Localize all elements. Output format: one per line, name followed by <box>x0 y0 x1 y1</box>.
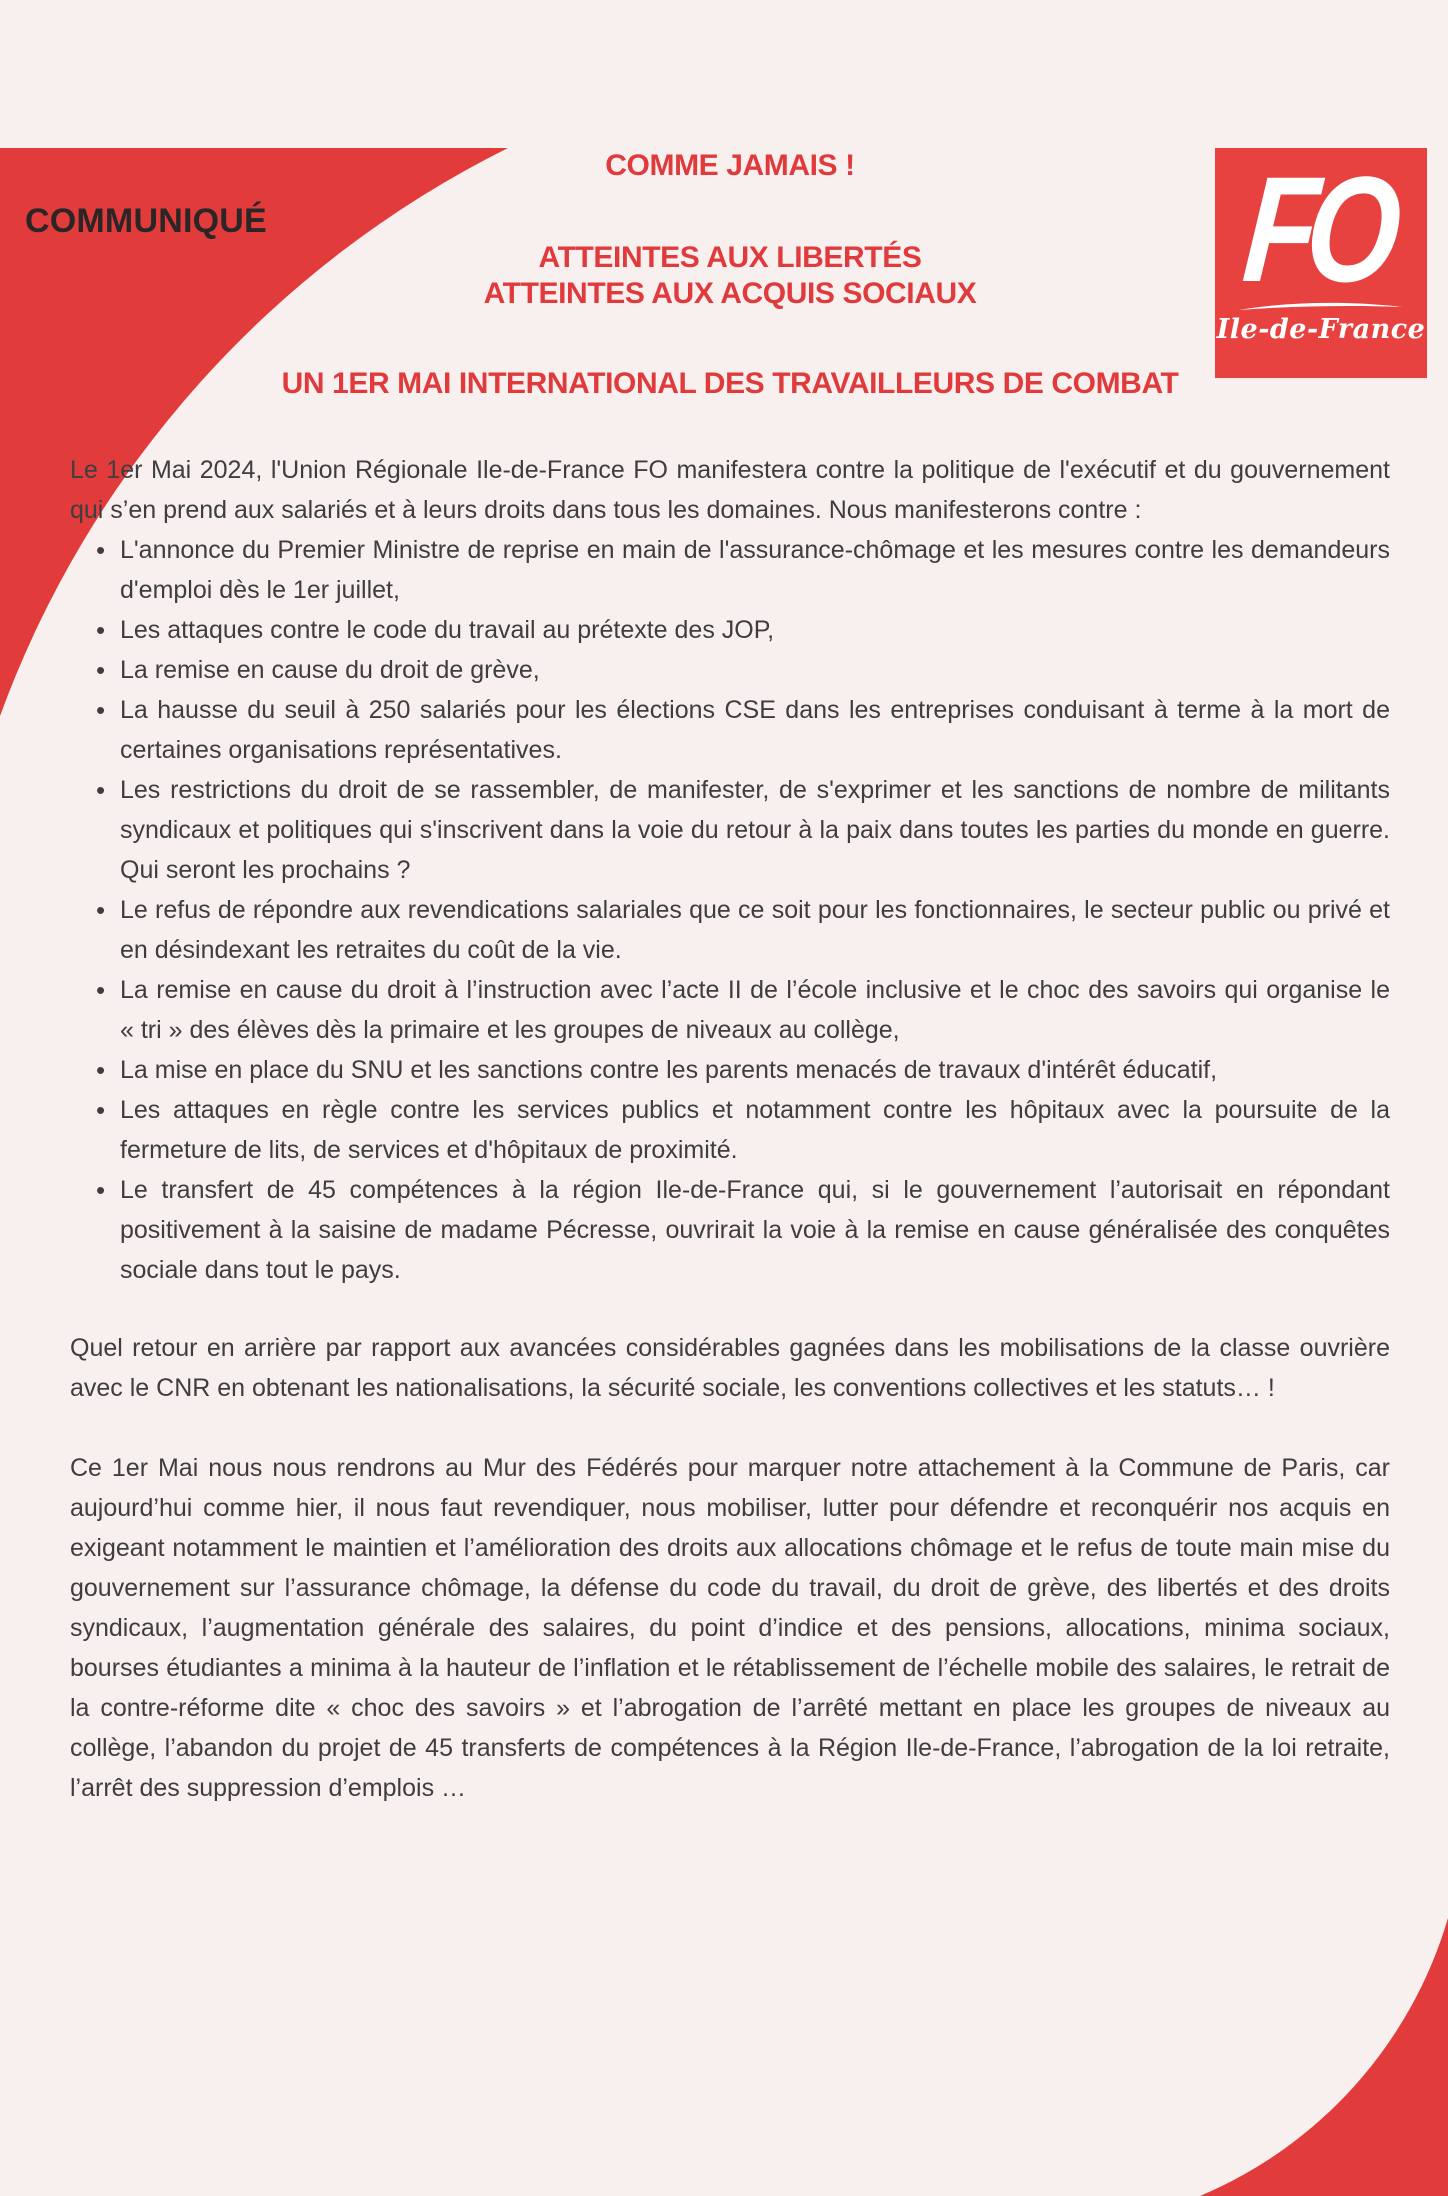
headline-atteintes-libertes: ATTEINTES AUX LIBERTÉS <box>538 241 922 274</box>
list-item: • Le transfert de 45 compétences à la région Ile-de-France qui, si le gouvernement l’autorisait en répondant positivement à la saisine de madame Pécresse, ouvrirait la voie à la remise en cause généralisée des conquêtes sociale dans tout le pays. <box>70 1170 1390 1290</box>
headline-atteintes-acquis: ATTEINTES AUX ACQUIS SOCIAUX <box>483 277 977 310</box>
list-item: • La mise en place du SNU et les sanctions contre les parents menacés de travaux d'intérêt éducatif, <box>70 1050 1390 1090</box>
communique-page <box>0 145 1448 2196</box>
list-item: • Le refus de répondre aux revendications salariales que ce soit pour les fonctionnaires, le secteur public ou privé et en désindexant les retraites du coût de la vie. <box>70 890 1390 970</box>
communique-label: COMMUNIQUÉ <box>25 202 267 240</box>
grievances-list <box>70 530 1390 1290</box>
paragraph-cnr: Quel retour en arrière par rapport aux avancées considérables gagnées dans les mobilisations de la classe ouvrière avec le CNR en obtenant les nationalisations, la sécurité sociale, les conventions collectives et les statuts… ! <box>70 1334 1390 1402</box>
communique-content <box>0 145 1448 1808</box>
intro-paragraph: Le 1er Mai 2024, l'Union Régionale Ile-de-France FO manifestera contre la politique de l'exécutif et du gouvernement qui s’en prend aux salariés et à leurs droits dans tous les domaines. Nous manifesterons contre : <box>70 456 1390 524</box>
list-item: • Les attaques en règle contre les services publics et notamment contre les hôpitaux avec la poursuite de la fermeture de lits, de services et d'hôpitaux de proximité. <box>70 1090 1390 1170</box>
fo-logo-acronym: FO <box>1237 145 1397 313</box>
list-item: • La remise en cause du droit de grève, <box>70 650 1390 690</box>
list-item: • La remise en cause du droit à l’instruction avec l’acte II de l’école inclusive et le choc des savoirs qui organise le « tri » des élèves dès la primaire et les groupes de niveaux au collège, <box>70 970 1390 1050</box>
list-item: • Les restrictions du droit de se rassembler, de manifester, de s'exprimer et les sanctions de nombre de militants syndicaux et politiques qui s'inscrivent dans la voie du retour à la paix dans toutes les parties du monde en guerre. Qui seront les prochains ? <box>70 770 1390 890</box>
fo-logo-region-label: Ile-de-France <box>1216 314 1426 345</box>
headline-atteintes-group <box>70 240 1390 312</box>
headline-comme-jamais: COMME JAMAIS ! <box>605 149 855 182</box>
list-item: • La hausse du seuil à 250 salariés pour les élections CSE dans les entreprises conduisant à terme à la mort de certaines organisations représentatives. <box>70 690 1390 770</box>
list-item: • L'annonce du Premier Ministre de reprise en main de l'assurance-chômage et les mesures contre les demandeurs d'emploi dès le 1er juillet, <box>70 530 1390 610</box>
fo-logo-badge <box>1215 145 1427 378</box>
headline-premier-mai-combat: UN 1ER MAI INTERNATIONAL DES TRAVAILLEURS DE COMBAT <box>281 367 1179 400</box>
paragraph-premier-mai: Ce 1er Mai nous nous rendrons au Mur des Fédérés pour marquer notre attachement à la Commune de Paris, car aujourd’hui comme hier, il nous faut revendiquer, nous mobiliser, lutter pour défendre et reconquérir nos acquis en exigeant notamment le maintien et l’amélioration des droits aux allocations chômage et le refus de toute main mise du gouvernement sur l’assurance chômage, la défense du code du travail, du droit de grève, des libertés et des droits syndicaux, l’augmentation générale des salaires, du point d’indice et des pensions, allocations, minima sociaux, bourses étudiantes a minima à la hauteur de l’inflation et le rétablissement de l’échelle mobile des salaires, le retrait de la contre-réforme dite « choc des savoirs » et l’abrogation de l’arrêté mettant en place les groupes de niveaux au collège, l’abandon du projet de 45 transferts de compétences à la Région Ile-de-France, l’abrogation de la loi retraite, l’arrêt des suppression d’emplois … <box>70 1454 1390 1802</box>
bottom-right-red-curve <box>1200 1918 1448 2196</box>
list-item: • Les attaques contre le code du travail au prétexte des JOP, <box>70 610 1390 650</box>
